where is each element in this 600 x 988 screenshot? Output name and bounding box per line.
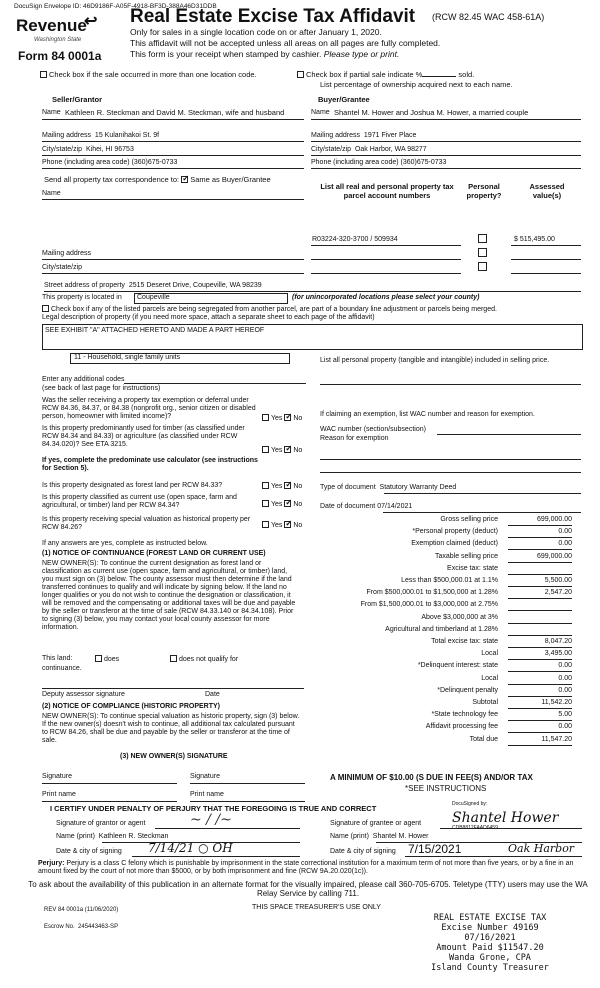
calc-value[interactable]: 5.00 xyxy=(558,711,572,719)
grantor-name: Kathleen R. Steckman xyxy=(98,833,169,840)
additional-codes-note: (see back of last page for instructions) xyxy=(42,385,161,392)
question-exemption: Was the seller receiving a property tax exemption or deferral under RCW 84.36, 84.37, or 84.38 (nonprofit org., senior citizen or disabled person, homeowner with limited income)? xyxy=(42,397,256,421)
question-historic: Is this property receiving special valuation as historical property per RCW 84.26? xyxy=(42,516,251,532)
this-land-label: This land: xyxy=(42,655,73,662)
parcel-header-1b: parcel account numbers xyxy=(343,191,431,200)
calc-value[interactable]: 699,000.00 xyxy=(536,552,572,560)
calc-value[interactable]: 0.00 xyxy=(558,540,572,548)
calc-value[interactable]: 8,047.20 xyxy=(544,638,572,645)
parcel-header-3b: value(s) xyxy=(532,191,562,200)
same-as-buyer-checkbox[interactable] xyxy=(181,176,188,183)
calc-label: Taxable selling price xyxy=(434,552,498,560)
seller-phone: (360)675-0733 xyxy=(131,159,178,166)
owner-signature-label-2: Signature xyxy=(190,773,220,780)
exemption-label: If claiming an exemption, list WAC number and reason for exemption. xyxy=(320,411,535,418)
rev-number: REV 84 0001a (11/06/2020) xyxy=(44,907,119,913)
owner-print-label-2: Print name xyxy=(190,791,224,798)
checkbox[interactable] xyxy=(42,305,49,312)
notice-continuance-text: NEW OWNER(S): To continue the current designation as forest land or classification as current use (open space, farm and agricultural, or timber) land, you must sign on (3) below. The county assessor must then determine if the land transferred continues to qualify and will indicate by signing below. If the land no longer qualifies or you do not wish to continue the designation or classification, it will be removed and the compensating or additional taxes will be due and payable by the seller or transferor at the time of sale (RCW 84.33.140 or 84.34.108). Prior to signing (3) below, you may contact your local county assessor for more information. xyxy=(42,560,296,632)
boundary-check[interactable]: Check box if any of the listed parcels are being segregated from another parcel, are part of a boundary line adjustment or parcels being merged. xyxy=(42,305,497,314)
street-address: 2515 Deseret Drive, Coupeville, WA 98239 xyxy=(128,282,262,289)
calc-value[interactable]: 0.00 xyxy=(558,723,572,731)
doc-type-row: Type of document Statutory Warranty Deed xyxy=(320,484,457,491)
deputy-assessor-label: Deputy assessor signature xyxy=(42,691,125,698)
perjury-text: Perjury: Perjury is a class C felony which is punishable by imprisonment in the state correctional institution for a maximum term of not more than five years, or by a fine in an amount fixed by the court of not more than $5000, or by both imprisonment and fine (RCW 9A.20.020(1c)). xyxy=(38,860,574,876)
minimum-note: A MINIMUM OF $10.00 (S DUE IN FEE(S) AND/OR TAX xyxy=(330,773,533,782)
located-in-label: This property is located in xyxy=(42,294,122,301)
location-select[interactable]: Coupeville xyxy=(134,293,288,304)
reason-label: Reason for exemption xyxy=(320,435,389,442)
legal-description-label: Legal description of property (if you need more space, attach a separate sheet to each page of the affidavit) xyxy=(42,314,375,321)
calc-value[interactable]: 11,547.20 xyxy=(541,735,572,743)
notice-compliance-text: NEW OWNER(S): To continue special valuation as historic property, sign (3) below. If the new owner(s) doesn't wish to continue, all additional tax calculated pursuant to RCW 84.26, shall be due and payable by the seller or transferor at the time of sale. xyxy=(42,713,300,745)
parcel-header-2b: property? xyxy=(466,191,502,200)
calc-value[interactable]: 0.00 xyxy=(558,686,572,694)
header-line-3: This form is your receipt when stamped by cashier. Please type or print. xyxy=(130,49,400,59)
buyer-city-row: City/state/zip Oak Harbor, WA 98277 xyxy=(311,146,427,153)
q2-answer[interactable]: Yes ✓ No xyxy=(262,446,302,455)
doc-date-row: Date of document 07/14/2021 xyxy=(320,503,413,510)
grantee-signature-label: Signature of grantee or agent xyxy=(330,820,422,827)
alternate-format-note: To ask about the availability of this publication in an alternate format for the visually impaired, please call 360-705-6705. Teletype (TTY) users may use the WA Relay Service by calling 711. xyxy=(28,880,588,899)
calc-value[interactable]: 0.00 xyxy=(558,674,572,682)
parcel-number: R03224-320-3700 / 509934 xyxy=(312,236,398,243)
use-code-select[interactable]: 11 - Household, single family units xyxy=(70,353,290,364)
form-statute: (RCW 82.45 WAC 458-61A) xyxy=(432,12,545,22)
corr-address-label: Mailing address xyxy=(42,250,92,257)
checkbox[interactable] xyxy=(40,71,47,78)
calc-value[interactable]: 3,495.00 xyxy=(544,650,572,658)
partial-sale-note: List percentage of ownership acquired next to each name. xyxy=(320,80,513,89)
buyer-phone-row: Phone (including area code) (360)675-0733 xyxy=(311,159,447,166)
grantee-name-row: Name (print) Shantel M. Hower xyxy=(330,833,429,840)
multi-location-check[interactable]: Check box if the sale occurred in more than one location code. xyxy=(40,71,257,80)
calc-label: *Personal property (deduct) xyxy=(412,528,498,536)
personal-property-checkbox-2[interactable] xyxy=(478,248,487,257)
form-number: Form 84 0001a xyxy=(18,49,102,63)
escrow-number: 245443463-SP xyxy=(78,924,119,930)
doc-type: Statutory Warranty Deed xyxy=(379,484,457,491)
revenue-logo-sub: Washington State xyxy=(34,37,82,43)
parcel-header-1: List all real and personal property tax xyxy=(320,182,454,191)
calc-label: Less than $500,000.01 at 1.1% xyxy=(401,577,498,584)
calc-label: Affidavit processing fee xyxy=(425,723,498,731)
buyer-phone: (360)675-0733 xyxy=(400,159,447,166)
grantor-date: 7/14/21 ○ OH xyxy=(148,841,233,855)
question-current-use: Is this property classified as current use (open space, farm and agricultural, or timber) land per RCW 84.34? xyxy=(42,494,237,510)
buyer-address: 1971 Fiver Place xyxy=(363,132,417,139)
seller-name-label: Name xyxy=(42,109,61,116)
q3-answer[interactable]: Yes ✓ No xyxy=(262,482,302,491)
treasurer-use: THIS SPACE TREASURER'S USE ONLY xyxy=(252,904,381,911)
wac-number-label: WAC number (section/subsection) xyxy=(320,426,426,433)
seller-city: Kihei, HI 96753 xyxy=(85,146,134,153)
q4-answer[interactable]: Yes ✓ No xyxy=(262,500,302,509)
q1-answer[interactable]: Yes ✓ No xyxy=(262,414,302,423)
doc-date: 07/14/2021 xyxy=(377,503,413,510)
if-yes-note: If any answers are yes, complete as instructed below. xyxy=(42,540,208,547)
does-qualify[interactable]: does xyxy=(95,655,119,664)
calc-value[interactable]: 0.00 xyxy=(558,662,572,670)
grantor-signature[interactable]: ~ / /~ xyxy=(190,812,232,828)
owner-print-label-1: Print name xyxy=(42,791,76,798)
seller-phone-row: Phone (including area code) (360)675-0733 xyxy=(42,159,178,166)
docusign-code: CDB8812FAAD6459... xyxy=(452,825,503,831)
calc-label: Exemption claimed (deduct) xyxy=(411,540,498,548)
revenue-logo-text: Revenue xyxy=(16,16,87,35)
grantor-name-row: Name (print) Kathleen R. Steckman xyxy=(56,833,169,840)
does-not-qualify[interactable]: does not qualify for xyxy=(170,655,238,664)
header-line-2: This affidavit will not be accepted unless all areas on all pages are fully completed. xyxy=(130,38,441,48)
calc-label: *Delinquent interest: state xyxy=(417,662,498,670)
grantee-date-label: Date & city of signing xyxy=(330,848,396,855)
tax-correspondence[interactable]: Send all property tax correspondence to: ✓ Same as Buyer/Grantee xyxy=(44,176,271,185)
question-forest: Is this property designated as forest land per RCW 84.33? xyxy=(42,482,223,489)
calc-value[interactable]: 11,542.20 xyxy=(541,699,572,706)
question-timber-note: If yes, complete the predominate use calculator (see instructions for Section 5). xyxy=(42,457,258,473)
buyer-name-label: Name xyxy=(311,109,330,116)
calc-label: Above $3,000,000 at 3% xyxy=(421,613,498,621)
calc-value[interactable]: 5,500.00 xyxy=(544,577,572,584)
notice-compliance-title: (2) NOTICE OF COMPLIANCE (HISTORIC PROPERTY) xyxy=(42,703,220,710)
calc-value[interactable]: 699,000.00 xyxy=(536,516,572,523)
deputy-date-label: Date xyxy=(205,691,220,698)
continuance-label: continuance. xyxy=(42,665,82,672)
notice-continuance-title: (1) NOTICE OF CONTINUANCE (FOREST LAND OR CURRENT USE) xyxy=(42,550,266,557)
personal-property-label: List all personal property (tangible and intangible) included in selling price. xyxy=(320,357,550,364)
certify-title: I CERTIFY UNDER PENALTY OF PERJURY THAT THE FOREGOING IS TRUE AND CORRECT xyxy=(50,804,377,813)
calc-label: Total excise tax: state xyxy=(431,638,498,645)
seller-address: 15 Kulanihakoi St. 9f xyxy=(94,132,160,139)
owner-signature-label-1: Signature xyxy=(42,773,72,780)
docusigned-by: DocuSigned by: xyxy=(452,801,488,807)
docusign-envelope-id: DocuSign Envelope ID: 46D9186F-A05F-4918-BF3D-388A46D31DDB xyxy=(14,3,217,10)
calc-label: *Delinquent penalty xyxy=(437,686,498,694)
buyer-name: Shantel M. Hower and Joshua M. Hower, a married couple xyxy=(334,108,529,117)
parcel-value: $ 515,495.00 xyxy=(514,236,555,243)
calc-label: Local xyxy=(481,650,498,658)
grantee-city: Oak Harbor xyxy=(508,842,575,855)
grantee-signature[interactable]: Shantel Hower xyxy=(452,810,559,826)
parcel-header-3: Assessed xyxy=(529,182,565,191)
new-owner-signature-title: (3) NEW OWNER(S) SIGNATURE xyxy=(120,753,228,760)
buyer-heading: Buyer/Grantee xyxy=(318,95,370,104)
treasurer-stamp: REAL ESTATE EXCISE TAX Excise Number 49169 07/16/2021 Amount Paid $11547.20 Wanda Grone, CPA Island County Treasurer xyxy=(431,913,549,973)
seller-name: Kathleen R. Steckman and David M. Steckman, wife and husband xyxy=(65,108,285,117)
calc-label: Total due xyxy=(469,735,498,743)
see-instructions: *SEE INSTRUCTIONS xyxy=(405,784,487,793)
seller-heading: Seller/Grantor xyxy=(52,95,103,104)
grantee-name: Shantel M. Hower xyxy=(372,833,429,840)
calc-label: Gross selling price xyxy=(440,516,498,523)
calc-label: From $1,500,000.01 to $3,000,000 at 2.75% xyxy=(360,601,498,609)
grantor-signature-label: Signature of grantor or agent xyxy=(56,820,146,827)
grantee-date: 7/15/2021 xyxy=(408,842,462,856)
calc-label: Excise tax: state xyxy=(447,564,498,572)
form-title: Real Estate Excise Tax Affidavit xyxy=(130,6,416,27)
checkbox[interactable] xyxy=(297,71,304,78)
calc-value[interactable]: 0.00 xyxy=(558,528,572,536)
seller-city-row: City/state/zip Kihei, HI 96753 xyxy=(42,146,134,153)
personal-property-checkbox-1[interactable] xyxy=(478,234,487,243)
unincorporated-note: (for unincorporated locations please select your county) xyxy=(292,294,480,301)
grantor-date-label: Date & city of signing xyxy=(56,848,122,855)
question-timber: Is this property predominantly used for timber (as classified under RCW 84.34 and 84.33) or agriculture (as classified under RCW 84.34.020)? See ETA 3215. xyxy=(42,425,245,449)
seller-address-row: Mailing address 15 Kulanihakoi St. 9f xyxy=(42,132,160,139)
escrow-row: Escrow No. 245443463-SP xyxy=(44,924,119,930)
parcel-header-2: Personal xyxy=(468,182,500,191)
calc-label: Subtotal xyxy=(472,699,498,706)
personal-property-checkbox-3[interactable] xyxy=(478,262,487,271)
additional-codes-label: Enter any additional codes xyxy=(42,376,125,383)
header-line-1: Only for sales in a single location code on or after January 1, 2020. xyxy=(130,27,382,37)
corr-city-label: City/state/zip xyxy=(42,264,83,271)
buyer-city: Oak Harbor, WA 98277 xyxy=(354,146,427,153)
calc-label: *State technology fee xyxy=(431,711,498,719)
legal-description-field[interactable]: SEE EXHIBIT "A" ATTACHED HERETO AND MADE A PART HEREOF xyxy=(42,324,583,350)
calc-value[interactable]: 2,547.20 xyxy=(544,589,572,597)
street-address-row: Street address of property 2515 Deseret Drive, Coupeville, WA 98239 xyxy=(44,282,262,289)
calc-label: From $500,000.01 to $1,500,000 at 1.28% xyxy=(366,589,498,597)
buyer-address-row: Mailing address 1971 Fiver Place xyxy=(311,132,417,139)
partial-sale-check[interactable]: Check box if partial sale indicate % sold. xyxy=(297,71,474,80)
calc-label: Local xyxy=(481,674,498,682)
corr-name-label: Name xyxy=(42,190,61,197)
q5-answer[interactable]: Yes ✓ No xyxy=(262,521,302,530)
calc-label: Agricultural and timberland at 1.28% xyxy=(385,625,498,633)
revenue-logo-icon: ↩ xyxy=(84,13,98,30)
